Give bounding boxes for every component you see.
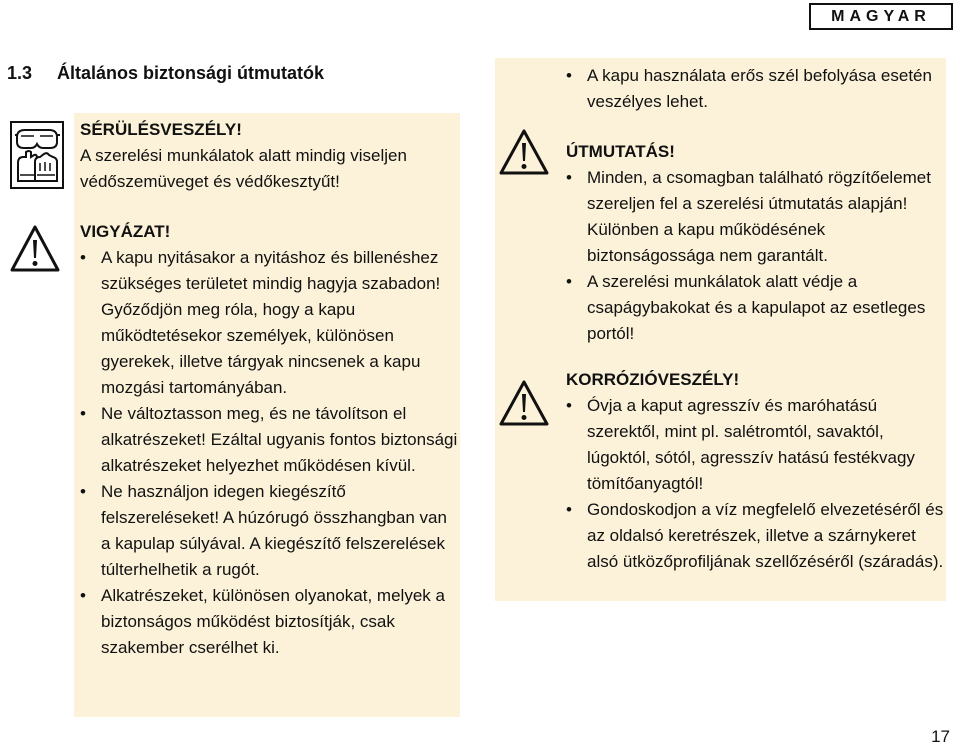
instructions-list — [566, 165, 951, 347]
corrosion-block — [566, 367, 946, 575]
corrosion-item: • Óvja a kaput agresszív és maróhatású szerektől, mint pl. salétromtól, savaktól, lúgoktól, sótól, agresszív hatású festékvagy tömítőanyagtól! — [566, 393, 946, 497]
instructions-block — [566, 139, 951, 347]
caution-item: • Ne változtasson meg, és ne távolítson el alkatrészeket! Ezáltal ugyanis fontos biztonsági alkatrészeket helyezhet működésen kívül. — [80, 401, 460, 479]
instructions-item: • A szerelési munkálatok alatt védje a csapágybakokat és a kapulapot az esetleges portól! — [566, 269, 951, 347]
injury-warning-title: SÉRÜLÉSVESZÉLY! — [80, 120, 242, 139]
caution-list — [80, 245, 460, 661]
caution-item: • A kapu nyitásakor a nyitáshoz és billenéshez szükséges területet mindig hagyja szabadon! Győződjön meg róla, hogy a kapu működtetésekor személyek, különösen gyerekek, illetve tárgyak nincsenek a kapu mozgási tartományában. — [80, 245, 460, 401]
caution-block — [80, 219, 460, 661]
caution-item: • Ne használjon idegen kiegészítő felszereléseket! A húzórugó összhangban van a kapulap súlyával. A kiegészítő felszerelések túlterhelhetik a rugót. — [80, 479, 460, 583]
corrosion-list — [566, 393, 946, 575]
wind-warning-item: • A kapu használata erős szél befolyása esetén veszélyes lehet. — [566, 63, 946, 115]
safety-goggles-icon — [15, 130, 60, 148]
protective-gloves-icon — [18, 151, 57, 181]
section-heading — [7, 63, 324, 84]
wind-warning-block — [566, 63, 946, 115]
warning-triangle-icon — [9, 224, 61, 274]
wind-warning-list — [566, 63, 946, 115]
corrosion-item: • Gondoskodjon a víz megfelelő elvezetéséről és az oldalsó keretrészek, illetve a szárnykeret alsó ütközőprofiljának szellőzéséről (száradás). — [566, 497, 946, 575]
ppe-goggles-gloves-icon — [10, 121, 64, 189]
warning-triangle-icon — [498, 128, 550, 176]
page-number: 17 — [931, 727, 950, 746]
section-number: 1.3 — [7, 63, 33, 83]
corrosion-title: KORRÓZIÓVESZÉLY! — [566, 370, 740, 389]
injury-warning-text: A szerelési munkálatok alatt mindig viseljen védőszemüveget és védőkesztyűt! — [80, 146, 407, 191]
language-label: MAGYAR — [809, 3, 953, 30]
caution-title: VIGYÁZAT! — [80, 222, 171, 241]
caution-item: • Alkatrészeket, különösen olyanokat, melyek a biztonságos működést biztosítják, csak szakember cserélhet ki. — [80, 583, 460, 661]
instructions-title: ÚTMUTATÁS! — [566, 142, 675, 161]
warning-triangle-icon — [498, 379, 550, 427]
injury-warning-block — [80, 117, 460, 195]
section-title: Általános biztonsági útmutatók — [57, 63, 325, 83]
instructions-item: • Minden, a csomagban található rögzítőelemet szereljen fel a szerelési útmutatás alapján! Különben a kapu működésének biztonságossága nem garantált. — [566, 165, 951, 269]
